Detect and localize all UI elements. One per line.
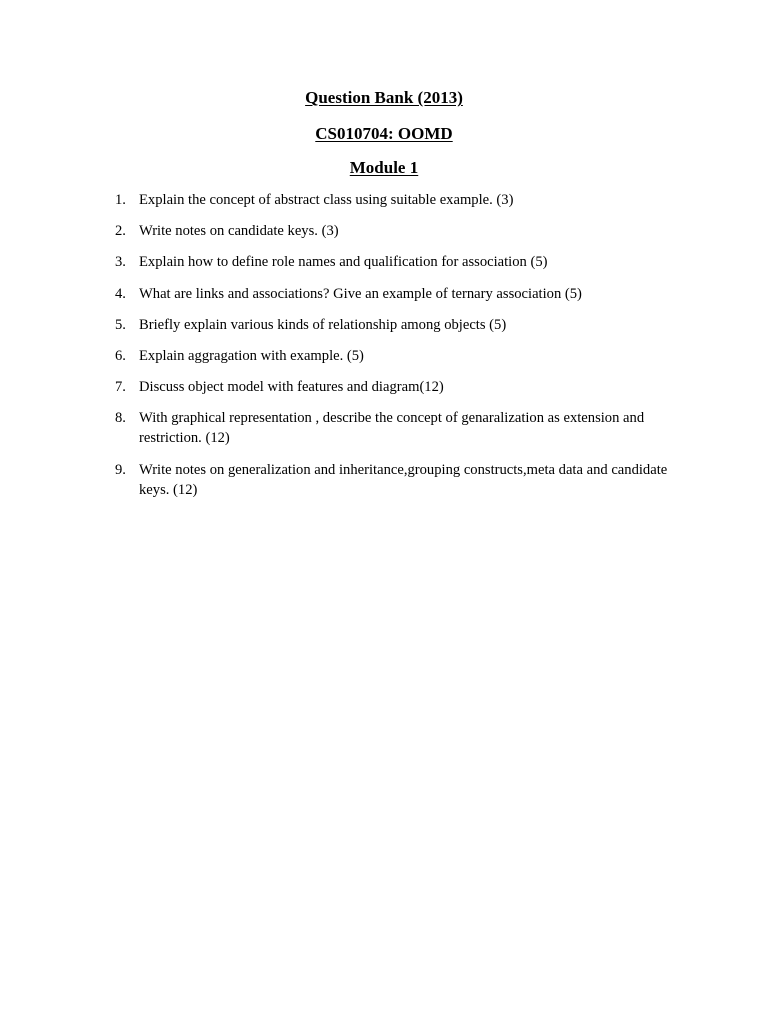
question-text: Discuss object model with features and diagram(12) <box>139 379 444 396</box>
question-item <box>115 315 675 335</box>
document-title: Question Bank (2013) <box>305 88 463 107</box>
question-item <box>115 408 675 448</box>
question-number: 7. <box>115 379 126 396</box>
question-number: 5. <box>115 316 126 333</box>
question-number: 4. <box>115 285 126 302</box>
question-item <box>115 221 675 241</box>
question-text: Explain how to define role names and qualification for association (5) <box>139 254 548 271</box>
module-heading: Module 1 <box>349 158 419 177</box>
question-item <box>115 284 675 304</box>
question-number: 9. <box>115 461 126 478</box>
question-text: Explain aggragation with example. (5) <box>139 347 364 364</box>
question-text: With graphical representation , describe the concept of genaralization as extension and restriction. (12) <box>139 410 645 447</box>
question-text: What are links and associations? Give an example of ternary association (5) <box>139 285 582 302</box>
question-text: Write notes on candidate keys. (3) <box>139 223 339 240</box>
question-item <box>115 460 675 500</box>
question-item <box>115 190 675 210</box>
question-number: 1. <box>115 192 126 208</box>
question-text: Write notes on generalization and inheritance,grouping constructs,meta data and candidate keys. (12) <box>139 461 668 498</box>
question-number: 2. <box>115 223 126 240</box>
course-code-heading: CS010704: OOMD <box>315 124 453 143</box>
question-text: Explain the concept of abstract class using suitable example. (3) <box>139 192 514 208</box>
question-item <box>115 346 675 366</box>
question-list <box>115 190 675 511</box>
question-number: 8. <box>115 410 126 427</box>
question-item <box>115 252 675 272</box>
question-text: Briefly explain various kinds of relationship among objects (5) <box>139 316 507 333</box>
question-number: 3. <box>115 254 126 271</box>
question-item <box>115 377 675 397</box>
question-number: 6. <box>115 347 126 364</box>
